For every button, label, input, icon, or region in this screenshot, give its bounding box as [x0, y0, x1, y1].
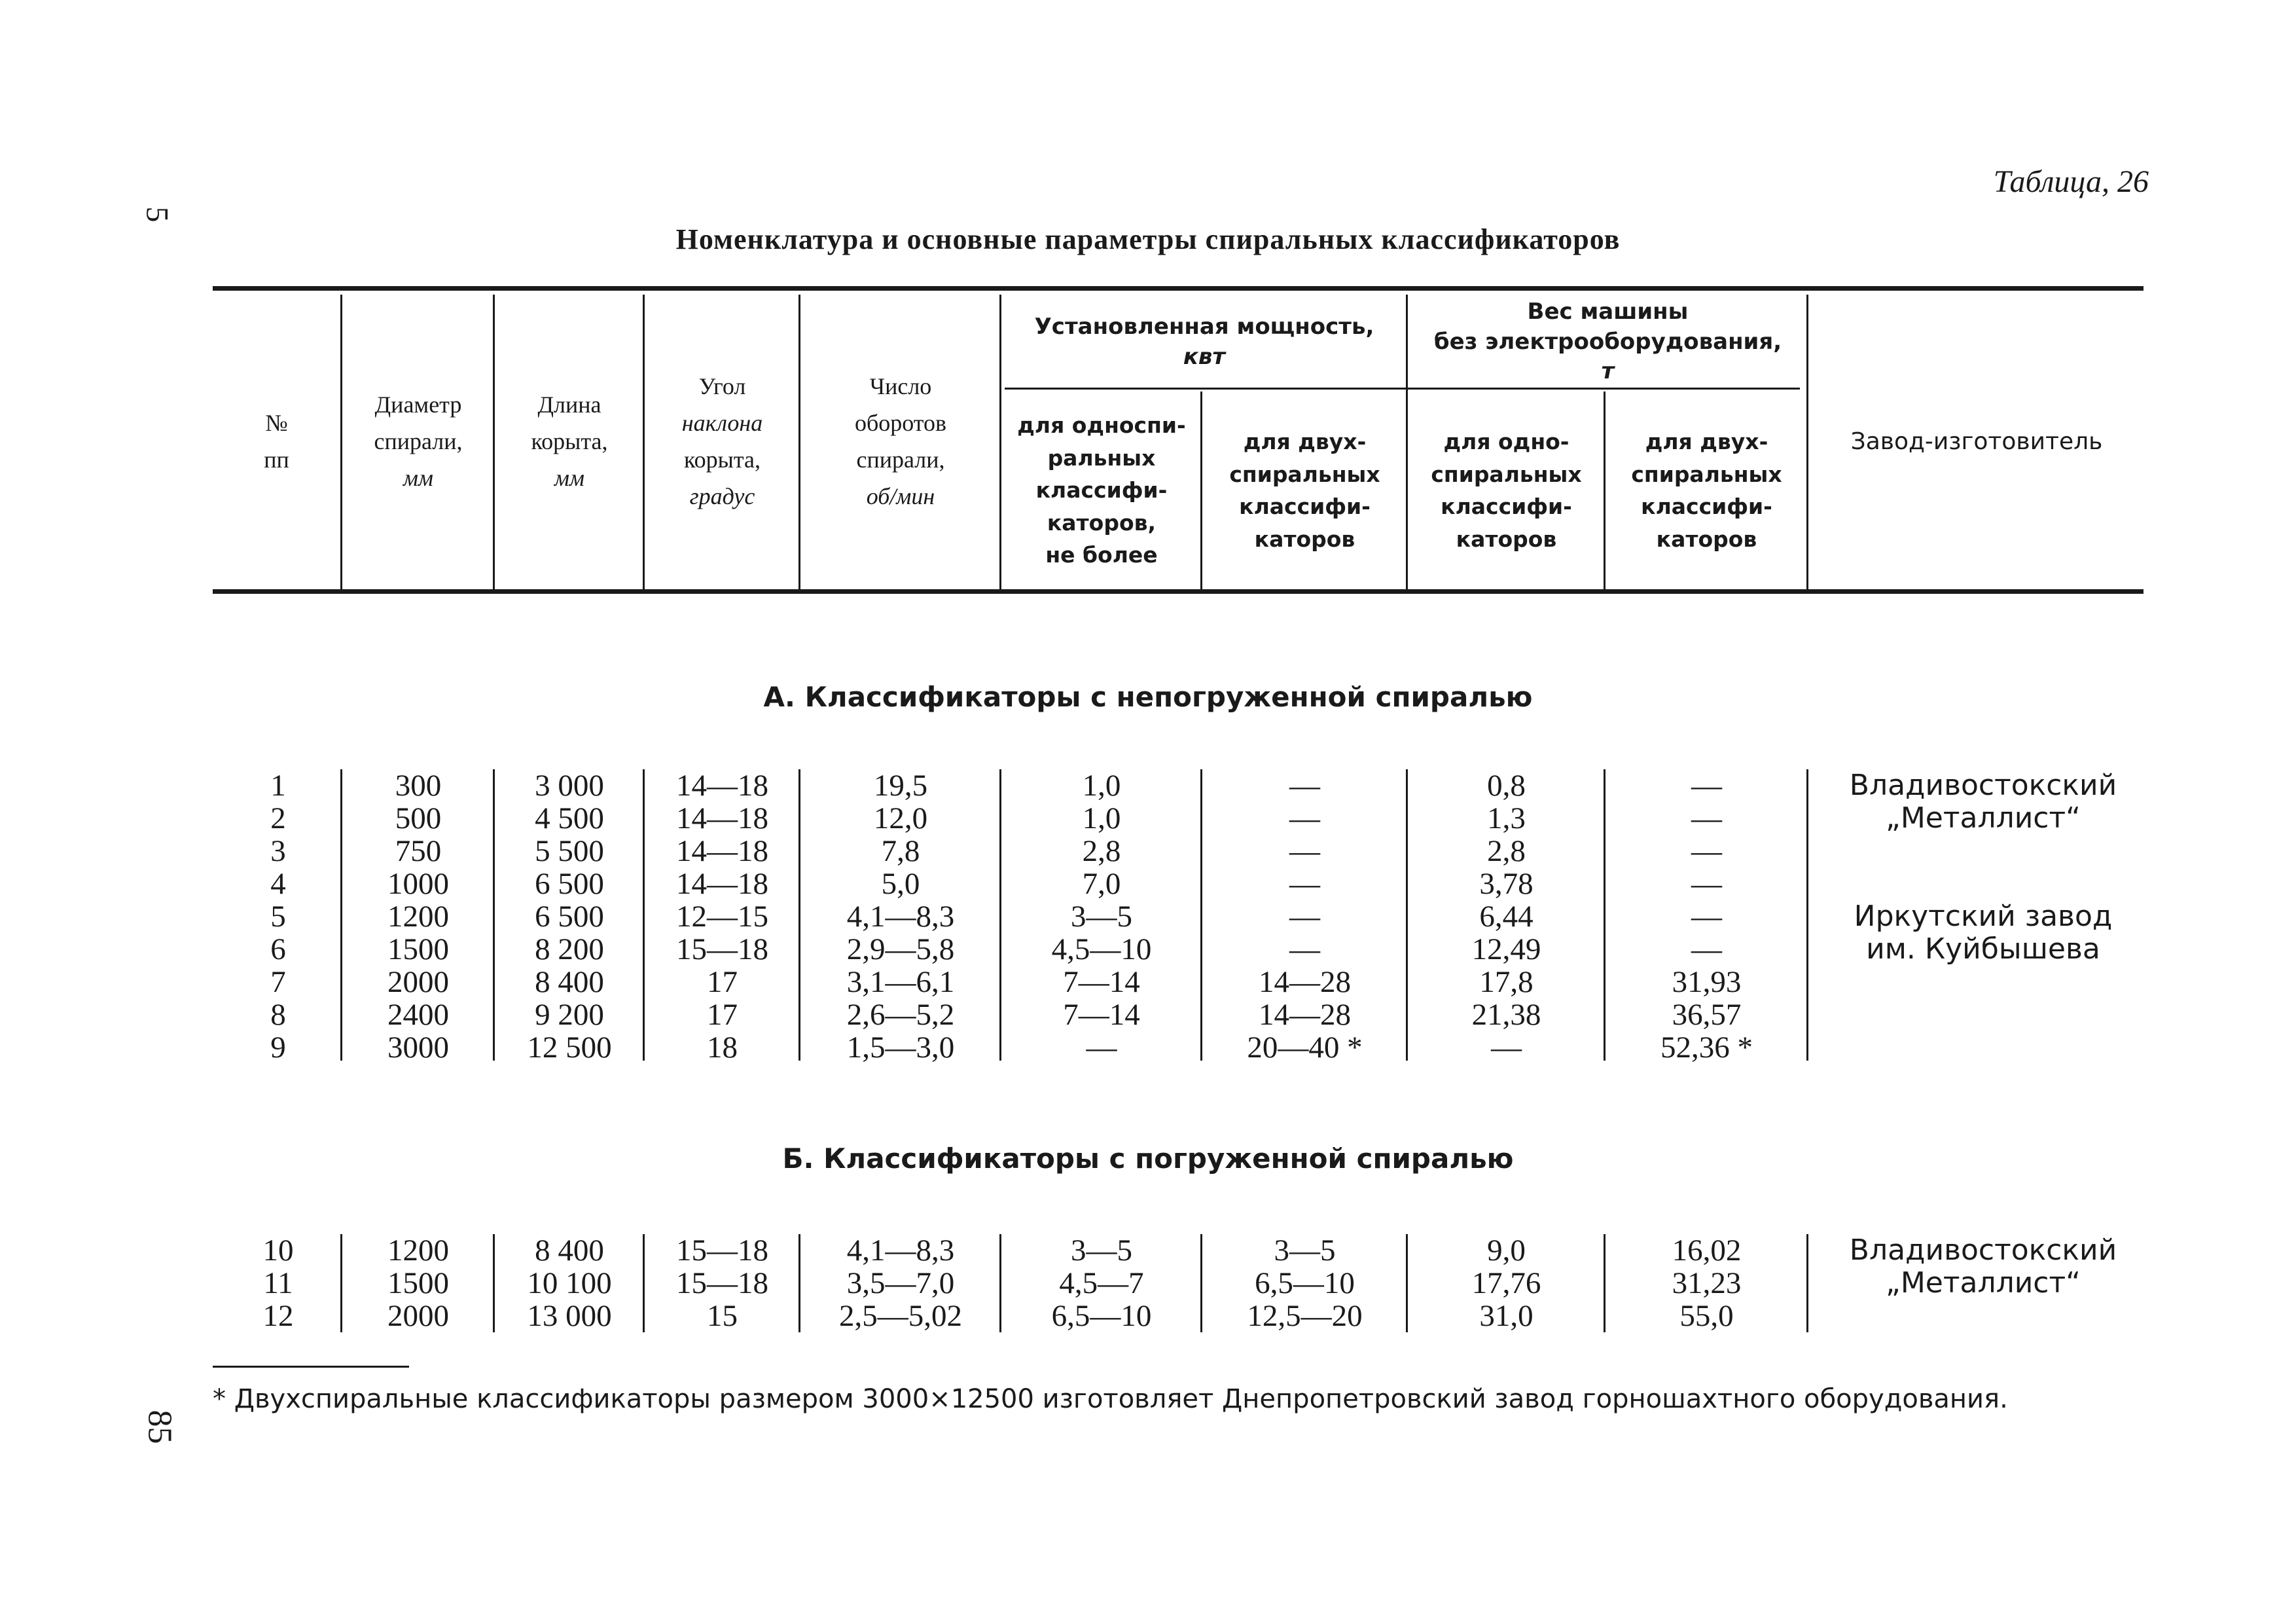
cell-num: 7 [270, 965, 286, 999]
maker-vladivostok-a: Владивостокский „Металлист“ [1849, 769, 2117, 835]
cell-rpm: 4,1—8,3 [846, 900, 955, 934]
table-title: Номенклатура и основные параметры спиральных классификаторов [675, 223, 1621, 255]
header-diameter: Диаметр спирали, мм [374, 392, 463, 491]
header-divider [1200, 392, 1202, 589]
body-divider [999, 769, 1001, 1061]
cell-diameter: 2400 [387, 998, 449, 1032]
header-divider [1806, 295, 1808, 589]
cell-power-single: 7—14 [1063, 998, 1140, 1032]
cell-rpm: 5,0 [881, 867, 920, 901]
cell-angle: 14—18 [676, 769, 768, 803]
cell-angle: 15—18 [676, 932, 768, 966]
cell-diameter: 500 [395, 801, 442, 835]
cell-length: 13 000 [527, 1299, 612, 1333]
header-rpm: Число оборотов спирали, об/мин [854, 373, 947, 509]
cell-power-double: 14—28 [1259, 998, 1351, 1032]
cell-length: 5 500 [535, 834, 604, 868]
header-divider [999, 295, 1001, 589]
cell-num: 9 [270, 1030, 286, 1065]
cell-length: 10 100 [527, 1266, 612, 1300]
cell-angle: 14—18 [676, 834, 768, 868]
cell-length: 3 000 [535, 769, 604, 803]
cell-diameter: 2000 [387, 1299, 449, 1333]
cell-weight-double: 52,36 * [1660, 1030, 1753, 1065]
cell-power-double: 3—5 [1274, 1233, 1336, 1267]
cell-num: 12 [262, 1299, 294, 1333]
cell-weight-single: 17,76 [1471, 1266, 1541, 1300]
cell-length: 4 500 [535, 801, 604, 835]
cell-weight-single: — [1491, 1030, 1522, 1065]
cell-power-double: — [1289, 900, 1320, 934]
cell-num: 11 [263, 1266, 293, 1300]
cell-angle: 12—15 [676, 900, 768, 934]
cell-diameter: 2000 [387, 965, 449, 999]
header-divider [340, 295, 342, 589]
cell-weight-double: 31,23 [1672, 1266, 1742, 1300]
cell-length: 8 400 [535, 965, 604, 999]
cell-angle: 15—18 [676, 1266, 768, 1300]
header-power-group: Установленная мощность, квт [1034, 313, 1374, 370]
body-divider [1200, 1234, 1202, 1332]
cell-angle: 14—18 [676, 867, 768, 901]
cell-angle: 17 [707, 998, 738, 1032]
section-b-title: Б. Классификаторы с погруженной спиралью [782, 1142, 1514, 1175]
cell-length: 9 200 [535, 998, 604, 1032]
cell-diameter: 750 [395, 834, 442, 868]
cell-power-single: 4,5—7 [1059, 1266, 1144, 1300]
header-divider [643, 295, 645, 589]
cell-weight-single: 31,0 [1479, 1299, 1534, 1333]
cell-weight-double: — [1691, 834, 1722, 868]
body-divider [999, 1234, 1001, 1332]
cell-num: 8 [270, 998, 286, 1032]
body-divider [1604, 1234, 1605, 1332]
cell-angle: 14—18 [676, 801, 768, 835]
cell-weight-double: — [1691, 932, 1722, 966]
body-divider [340, 769, 342, 1061]
cell-power-single: 1,0 [1082, 769, 1121, 803]
cell-weight-single: 17,8 [1479, 965, 1534, 999]
body-divider [1806, 1234, 1808, 1332]
cell-angle: 17 [707, 965, 738, 999]
body-divider [1806, 769, 1808, 1061]
cell-weight-single: 3,78 [1479, 867, 1534, 901]
header-divider [798, 295, 800, 589]
cell-weight-double: — [1691, 801, 1722, 835]
header-top-rule [213, 286, 2144, 291]
cell-power-single: — [1086, 1030, 1117, 1065]
cell-weight-double: — [1691, 900, 1722, 934]
cell-power-single: 4,5—10 [1051, 932, 1152, 966]
header-bottom-rule [213, 589, 2144, 594]
header-length: Длина корыта, мм [531, 392, 608, 491]
cell-power-single: 2,8 [1082, 834, 1121, 868]
cell-weight-double: 31,93 [1672, 965, 1742, 999]
header-divider [1406, 295, 1408, 589]
cell-weight-single: 1,3 [1487, 801, 1526, 835]
cell-power-double: — [1289, 867, 1320, 901]
cell-rpm: 19,5 [873, 769, 928, 803]
cell-num: 5 [270, 900, 286, 934]
cell-rpm: 7,8 [881, 834, 920, 868]
cell-power-single: 1,0 [1082, 801, 1121, 835]
cell-length: 6 500 [535, 867, 604, 901]
cell-power-double: 12,5—20 [1247, 1299, 1363, 1333]
cell-angle: 15—18 [676, 1233, 768, 1267]
body-divider [1406, 769, 1408, 1061]
cell-diameter: 1200 [387, 1233, 449, 1267]
header-subrule [1005, 388, 1800, 390]
cell-weight-double: 16,02 [1672, 1233, 1742, 1267]
body-divider [340, 1234, 342, 1332]
cell-power-single: 3—5 [1071, 900, 1132, 934]
cell-length: 8 400 [535, 1233, 604, 1267]
body-divider [1604, 769, 1605, 1061]
body-divider [643, 1234, 645, 1332]
header-angle: Угол наклона корыта, градус [681, 373, 763, 509]
cell-rpm: 3,1—6,1 [846, 965, 955, 999]
cell-power-single: 7—14 [1063, 965, 1140, 999]
cell-angle: 18 [707, 1030, 738, 1065]
body-divider [1200, 769, 1202, 1061]
cell-length: 6 500 [535, 900, 604, 934]
table-label: Таблица, 26 [1993, 164, 2149, 199]
header-divider [1604, 392, 1605, 589]
cell-rpm: 2,5—5,02 [839, 1299, 962, 1333]
page-number-top: 5 [139, 206, 175, 223]
cell-power-double: — [1289, 932, 1320, 966]
cell-num: 3 [270, 834, 286, 868]
cell-weight-double: 55,0 [1679, 1299, 1734, 1333]
page-number-bottom: 85 [141, 1410, 179, 1444]
cell-weight-single: 0,8 [1487, 769, 1526, 803]
header-weight-double: для двух- спиральных классифи- каторов [1631, 429, 1782, 552]
cell-diameter: 1500 [387, 1266, 449, 1300]
cell-weight-double: — [1691, 769, 1722, 803]
cell-power-double: 14—28 [1259, 965, 1351, 999]
cell-rpm: 4,1—8,3 [846, 1233, 955, 1267]
cell-num: 10 [262, 1233, 294, 1267]
cell-num: 6 [270, 932, 286, 966]
cell-diameter: 1200 [387, 900, 449, 934]
body-divider [643, 769, 645, 1061]
section-a-title: А. Классификаторы с непогруженной спиралью [763, 681, 1533, 713]
body-divider [1406, 1234, 1408, 1332]
header-divider [493, 295, 495, 589]
maker-irkutsk: Иркутский завод им. Куйбышева [1854, 900, 2113, 966]
cell-power-double: — [1289, 834, 1320, 868]
cell-weight-single: 21,38 [1471, 998, 1541, 1032]
body-divider [798, 1234, 800, 1332]
cell-power-double: 6,5—10 [1255, 1266, 1355, 1300]
body-divider [798, 769, 800, 1061]
cell-num: 1 [270, 769, 286, 803]
cell-diameter: 1500 [387, 932, 449, 966]
cell-weight-single: 6,44 [1479, 900, 1534, 934]
cell-num: 2 [270, 801, 286, 835]
cell-num: 4 [270, 867, 286, 901]
cell-rpm: 12,0 [873, 801, 928, 835]
cell-length: 12 500 [527, 1030, 612, 1065]
cell-power-single: 3—5 [1071, 1233, 1132, 1267]
cell-diameter: 300 [395, 769, 442, 803]
cell-weight-single: 12,49 [1471, 932, 1541, 966]
cell-rpm: 3,5—7,0 [846, 1266, 955, 1300]
header-weight-group: Вес машины без электрооборудования, т [1433, 298, 1782, 385]
cell-weight-double: — [1691, 867, 1722, 901]
cell-weight-double: 36,57 [1672, 998, 1742, 1032]
maker-vladivostok-b: Владивостокский „Металлист“ [1849, 1233, 2117, 1300]
header-num: № пп [264, 410, 289, 473]
footnote: * Двухспиральные классификаторы размером 3000×12500 изготовляет Днепропетровский завод горношахтного оборудования. [213, 1384, 2008, 1414]
cell-power-single: 6,5—10 [1051, 1299, 1152, 1333]
cell-rpm: 2,6—5,2 [846, 998, 955, 1032]
header-power-double: для двух- спиральных классифи- каторов [1229, 429, 1380, 552]
cell-angle: 15 [707, 1299, 738, 1333]
footnote-rule [213, 1366, 409, 1368]
header-power-single: для односпи- ральных классифи- каторов, не более [1017, 412, 1186, 568]
header-weight-single: для одно- спиральных классифи- каторов [1431, 429, 1582, 552]
cell-power-double: — [1289, 801, 1320, 835]
cell-diameter: 3000 [387, 1030, 449, 1065]
cell-diameter: 1000 [387, 867, 449, 901]
cell-weight-single: 2,8 [1487, 834, 1526, 868]
body-divider [493, 769, 495, 1061]
cell-length: 8 200 [535, 932, 604, 966]
cell-power-double: 20—40 * [1247, 1030, 1363, 1065]
cell-weight-single: 9,0 [1487, 1233, 1526, 1267]
cell-power-double: — [1289, 769, 1320, 803]
cell-rpm: 2,9—5,8 [846, 932, 955, 966]
body-divider [493, 1234, 495, 1332]
cell-rpm: 1,5—3,0 [846, 1030, 955, 1065]
cell-power-single: 7,0 [1082, 867, 1121, 901]
header-maker: Завод-изготовитель [1850, 428, 2103, 455]
